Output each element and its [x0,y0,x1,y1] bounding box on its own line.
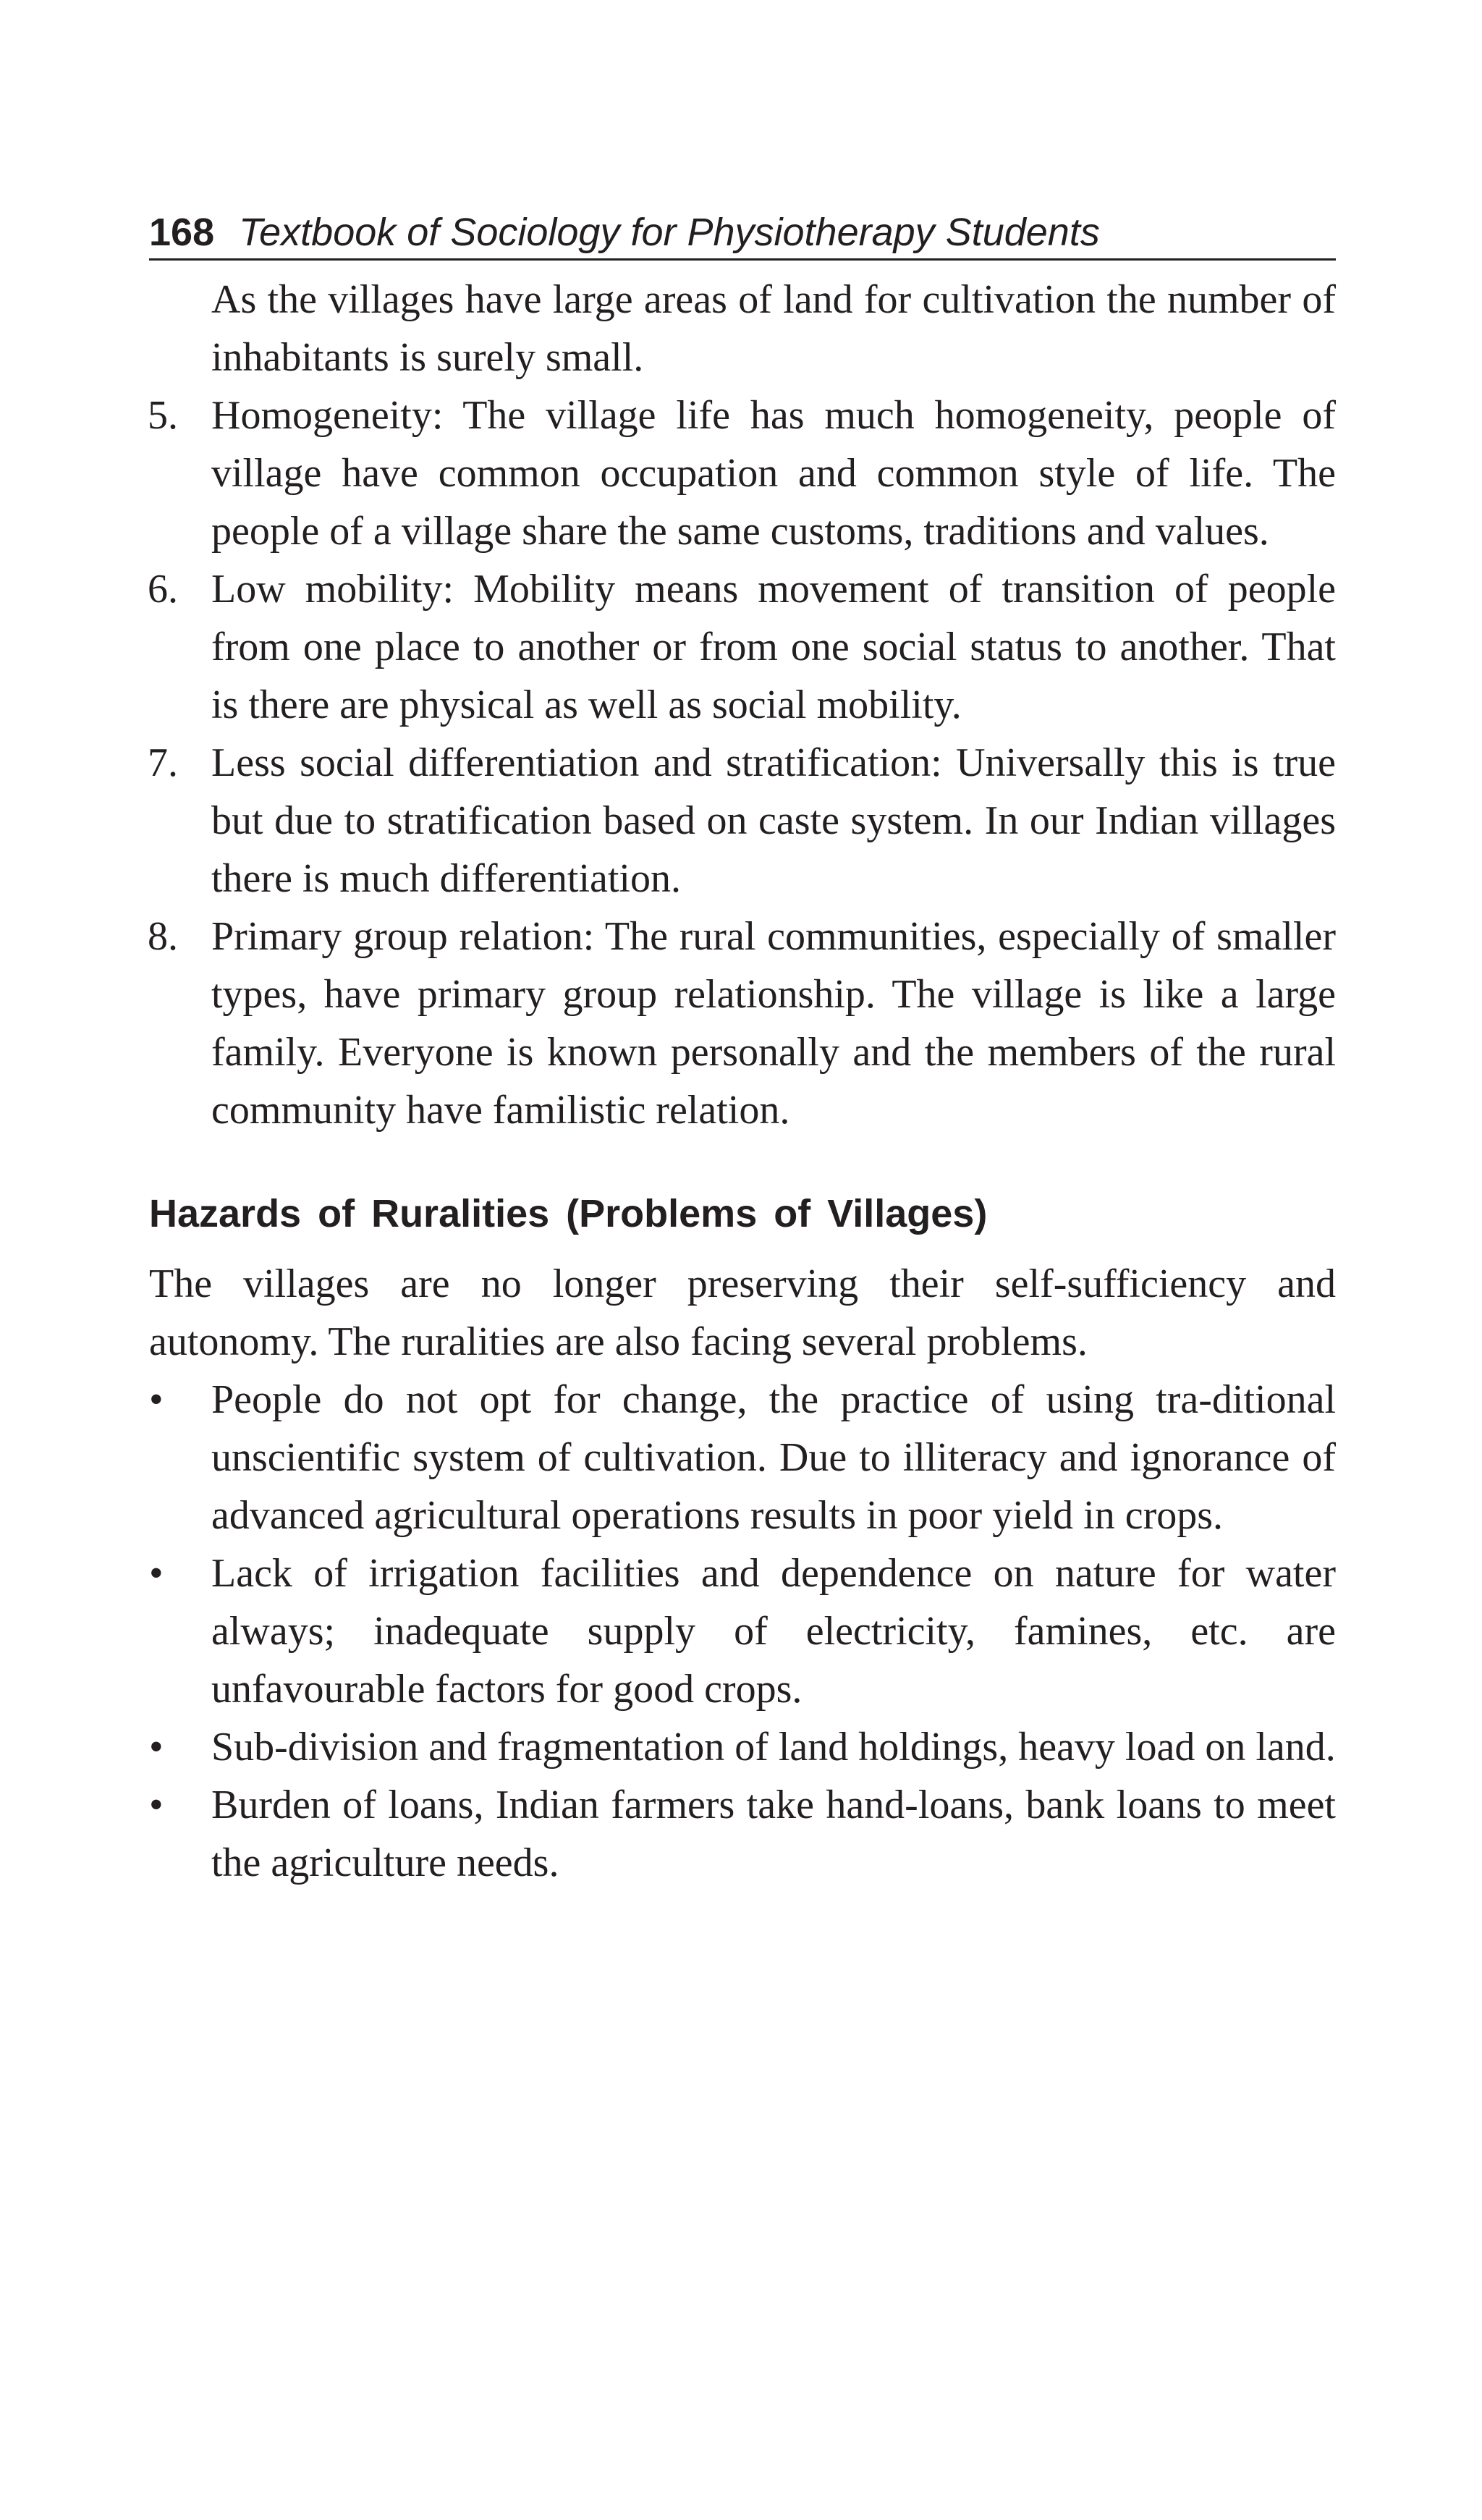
bullet-icon: • [149,1551,164,1596]
item-text: Less social differentiation and stratification: Universally this is true but due to stratification based on caste system. In our Indian villages there is much differentiation. [211,740,1336,901]
bullet-item [149,1776,1336,1892]
item-text: Homogeneity: The village life has much homogeneity, people of village have common occupation and common style of life. The people of a village share the same customs, traditions and values. [211,393,1336,554]
item-number: 6. [148,567,178,612]
item-text: Primary group relation: The rural communities, especially of smaller types, have primary group relationship. The village is like a large family. Everyone is known personally and the members of the rural community have familistic relation. [211,914,1336,1133]
continued-paragraph: As the villages have large areas of land for cultivation the number of inhabitants is surely small. [211,277,1336,380]
bullet-text: Lack of irrigation facilities and dependence on nature for water always; inadequate supply of electricity, famines, etc. are unfavourable factors for good crops. [211,1551,1336,1712]
bullet-list [149,1371,1336,1892]
list-item [149,386,1336,560]
list-item [149,734,1336,908]
bullet-item [149,1371,1336,1544]
bullet-icon: • [149,1783,164,1827]
book-page [149,210,1336,1892]
item-number: 5. [148,393,178,438]
intro-paragraph: The villages are no longer preserving their self-sufficiency and autonomy. The ruralities are also facing several problems. [149,1261,1336,1364]
bullet-text: Sub-division and fragmentation of land holdings, heavy load on land. [211,1725,1336,1770]
item-number: 7. [148,740,178,785]
bullet-item [149,1544,1336,1718]
list-item [149,908,1336,1139]
running-header [149,210,1336,261]
bullet-text: Burden of loans, Indian farmers take hand-loans, bank loans to meet the agriculture needs. [211,1783,1336,1885]
page-body [149,271,1336,1892]
list-item [149,560,1336,734]
bullet-icon: • [149,1725,164,1770]
bullet-icon: • [149,1377,164,1422]
book-title: Textbook of Sociology for Physiotherapy Students [239,211,1100,254]
numbered-list [149,386,1336,1139]
bullet-item [149,1718,1336,1776]
item-text: Low mobility: Mobility means movement of transition of people from one place to another or from one social status to another. That is there are physical as well as social mobility. [211,567,1336,727]
page-number: 168 [149,211,215,254]
bullet-text: People do not opt for change, the practice of using tra-ditional unscientific system of cultivation. Due to illiteracy and ignorance of advanced agricultural operations results in poor yield in crops. [211,1377,1336,1538]
item-number: 8. [148,914,178,959]
section-heading: Hazards of Ruralities (Problems of Villages) [149,1192,988,1235]
